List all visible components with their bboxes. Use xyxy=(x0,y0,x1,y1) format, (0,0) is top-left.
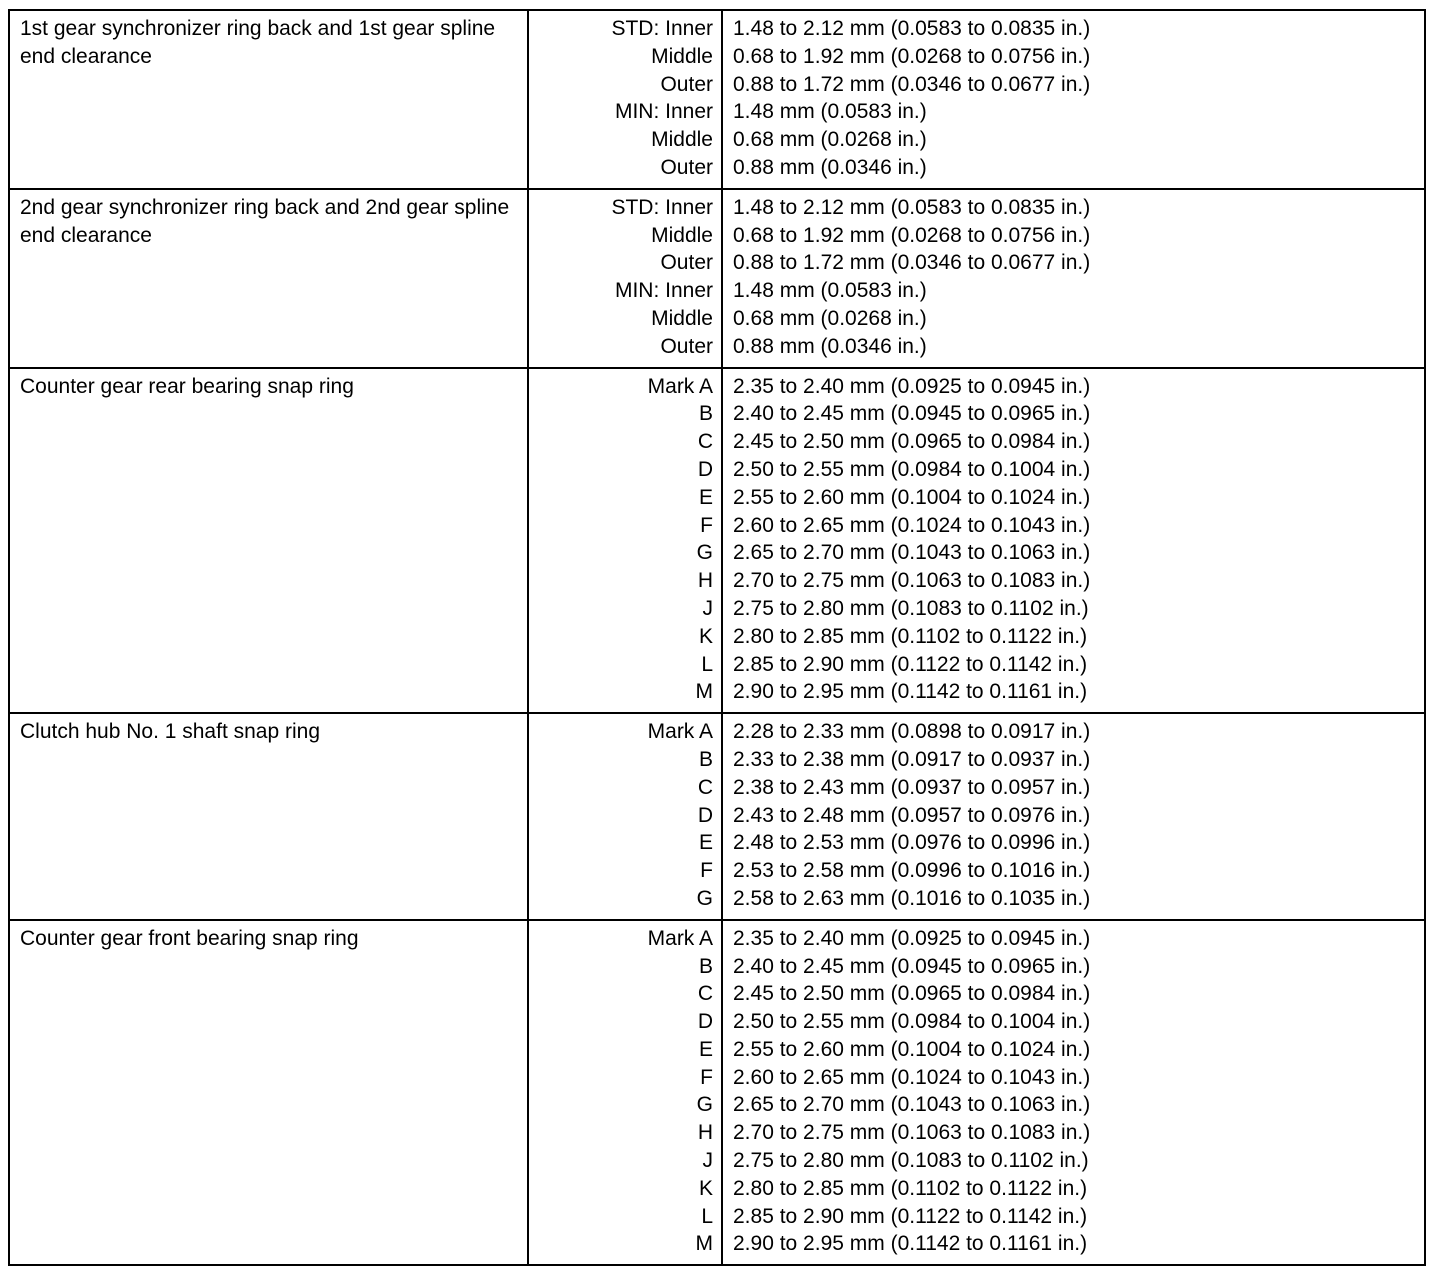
spec-value: 2.55 to 2.60 mm (0.1004 to 0.1024 in.) xyxy=(733,485,1091,509)
value-cell xyxy=(722,920,1425,1266)
spec-label: Outer xyxy=(660,155,713,179)
spec-label: J xyxy=(702,596,713,620)
spec-row xyxy=(9,713,1425,920)
spec-value: 0.68 mm (0.0268 in.) xyxy=(733,128,927,152)
label-cell xyxy=(528,368,722,714)
spec-label: STD: Inner xyxy=(611,195,713,219)
item-cell xyxy=(9,920,528,1266)
spec-label: B xyxy=(698,747,713,771)
spec-label: B xyxy=(698,402,713,426)
spec-value: 0.88 mm (0.0346 in.) xyxy=(733,334,927,358)
value-cell xyxy=(722,368,1425,714)
spec-label: E xyxy=(698,485,713,509)
spec-value: 2.45 to 2.50 mm (0.0965 to 0.0984 in.) xyxy=(733,430,1091,454)
spec-row xyxy=(9,189,1425,368)
spec-value: 2.48 to 2.53 mm (0.0976 to 0.0996 in.) xyxy=(733,831,1091,855)
spec-label: M xyxy=(695,1232,713,1256)
spec-value: 2.55 to 2.60 mm (0.1004 to 0.1024 in.) xyxy=(733,1037,1091,1061)
spec-value: 1.48 to 2.12 mm (0.0583 to 0.0835 in.) xyxy=(733,195,1091,219)
spec-label: J xyxy=(702,1149,713,1173)
spec-label: Mark A xyxy=(647,374,713,398)
spec-value: 2.60 to 2.65 mm (0.1024 to 0.1043 in.) xyxy=(733,513,1091,537)
spec-value: 2.90 to 2.95 mm (0.1142 to 0.1161 in.) xyxy=(733,1232,1088,1256)
item-cell xyxy=(9,189,528,368)
item-name: Counter gear front bearing snap ring xyxy=(20,926,359,950)
spec-value: 0.88 to 1.72 mm (0.0346 to 0.0677 in.) xyxy=(733,251,1091,275)
spec-value: 0.68 to 1.92 mm (0.0268 to 0.0756 in.) xyxy=(733,223,1091,247)
spec-value: 2.60 to 2.65 mm (0.1024 to 0.1043 in.) xyxy=(733,1065,1091,1089)
spec-label: F xyxy=(700,1065,713,1089)
spec-value: 2.50 to 2.55 mm (0.0984 to 0.1004 in.) xyxy=(733,457,1091,481)
spec-value: 0.68 mm (0.0268 in.) xyxy=(733,306,927,330)
spec-value: 2.85 to 2.90 mm (0.1122 to 0.1142 in.) xyxy=(733,652,1088,676)
spec-label: STD: Inner xyxy=(611,17,713,40)
spec-value: 2.43 to 2.48 mm (0.0957 to 0.0976 in.) xyxy=(733,803,1091,827)
spec-label: K xyxy=(698,1176,713,1200)
spec-label: MIN: Inner xyxy=(614,100,713,124)
spec-table xyxy=(8,9,1426,1266)
spec-value: 2.53 to 2.58 mm (0.0996 to 0.1016 in.) xyxy=(733,859,1091,883)
spec-value: 2.35 to 2.40 mm (0.0925 to 0.0945 in.) xyxy=(733,374,1091,398)
spec-value: 2.75 to 2.80 mm (0.1083 to 0.1102 in.) xyxy=(733,1149,1089,1173)
item-name: 2nd gear synchronizer ring back and 2nd gear spline end clearance xyxy=(20,195,510,247)
spec-label: C xyxy=(697,430,713,454)
spec-value: 2.80 to 2.85 mm (0.1102 to 0.1122 in.) xyxy=(733,1176,1088,1200)
spec-value: 2.58 to 2.63 mm (0.1016 to 0.1035 in.) xyxy=(733,886,1091,910)
spec-value: 2.65 to 2.70 mm (0.1043 to 0.1063 in.) xyxy=(733,541,1091,565)
label-cell xyxy=(528,920,722,1266)
item-cell xyxy=(9,713,528,920)
value-cell xyxy=(722,10,1425,189)
spec-value: 0.88 to 1.72 mm (0.0346 to 0.0677 in.) xyxy=(733,72,1091,96)
spec-label: Outer xyxy=(660,251,713,275)
spec-label: Outer xyxy=(660,72,713,96)
spec-label: D xyxy=(697,803,713,827)
spec-label: F xyxy=(700,859,713,883)
spec-value: 2.85 to 2.90 mm (0.1122 to 0.1142 in.) xyxy=(733,1204,1088,1228)
spec-value: 2.90 to 2.95 mm (0.1142 to 0.1161 in.) xyxy=(733,680,1088,704)
spec-label: F xyxy=(700,513,713,537)
spec-label: Middle xyxy=(651,223,713,247)
label-cell xyxy=(528,713,722,920)
spec-value: 2.33 to 2.38 mm (0.0917 to 0.0937 in.) xyxy=(733,747,1091,771)
spec-value: 0.68 to 1.92 mm (0.0268 to 0.0756 in.) xyxy=(733,44,1091,68)
spec-value: 2.35 to 2.40 mm (0.0925 to 0.0945 in.) xyxy=(733,926,1091,950)
item-name: 1st gear synchronizer ring back and 1st gear spline end clearance xyxy=(20,17,496,68)
spec-value: 1.48 to 2.12 mm (0.0583 to 0.0835 in.) xyxy=(733,17,1091,40)
spec-value: 2.50 to 2.55 mm (0.0984 to 0.1004 in.) xyxy=(733,1010,1091,1034)
spec-label: Mark A xyxy=(647,720,713,744)
item-name: Clutch hub No. 1 shaft snap ring xyxy=(20,720,321,744)
spec-label: H xyxy=(697,569,713,593)
spec-value: 0.88 mm (0.0346 in.) xyxy=(733,155,927,179)
spec-label: K xyxy=(698,624,713,648)
spec-label: M xyxy=(695,680,713,704)
spec-label: D xyxy=(697,457,713,481)
spec-label: G xyxy=(696,886,713,910)
spec-label: Mark A xyxy=(647,926,713,950)
spec-label: MIN: Inner xyxy=(614,279,713,303)
label-cell xyxy=(528,189,722,368)
spec-value: 2.75 to 2.80 mm (0.1083 to 0.1102 in.) xyxy=(733,596,1089,620)
spec-label: E xyxy=(698,831,713,855)
spec-label: Outer xyxy=(660,334,713,358)
item-cell xyxy=(9,368,528,714)
spec-row xyxy=(9,920,1425,1266)
spec-value: 2.70 to 2.75 mm (0.1063 to 0.1083 in.) xyxy=(733,1121,1091,1145)
spec-label: C xyxy=(697,982,713,1006)
spec-row xyxy=(9,368,1425,714)
spec-table-body xyxy=(9,10,1425,1265)
spec-value: 2.28 to 2.33 mm (0.0898 to 0.0917 in.) xyxy=(733,720,1091,744)
value-cell xyxy=(722,713,1425,920)
spec-label: B xyxy=(698,954,713,978)
spec-row xyxy=(9,10,1425,189)
spec-value: 2.40 to 2.45 mm (0.0945 to 0.0965 in.) xyxy=(733,402,1091,426)
spec-label: G xyxy=(696,1093,713,1117)
spec-value: 2.45 to 2.50 mm (0.0965 to 0.0984 in.) xyxy=(733,982,1091,1006)
spec-value: 2.38 to 2.43 mm (0.0937 to 0.0957 in.) xyxy=(733,775,1091,799)
item-cell xyxy=(9,10,528,189)
spec-label: L xyxy=(701,652,713,676)
spec-label: G xyxy=(696,541,713,565)
spec-label: C xyxy=(697,775,713,799)
spec-value: 1.48 mm (0.0583 in.) xyxy=(733,100,927,124)
label-cell xyxy=(528,10,722,189)
spec-label: Middle xyxy=(651,306,713,330)
spec-label: H xyxy=(697,1121,713,1145)
spec-value: 1.48 mm (0.0583 in.) xyxy=(733,279,927,303)
spec-label: D xyxy=(697,1010,713,1034)
spec-value: 2.65 to 2.70 mm (0.1043 to 0.1063 in.) xyxy=(733,1093,1091,1117)
spec-label: L xyxy=(701,1204,713,1228)
spec-label: Middle xyxy=(651,44,713,68)
value-cell xyxy=(722,189,1425,368)
spec-label: E xyxy=(698,1037,713,1061)
spec-value: 2.40 to 2.45 mm (0.0945 to 0.0965 in.) xyxy=(733,954,1091,978)
spec-value: 2.80 to 2.85 mm (0.1102 to 0.1122 in.) xyxy=(733,624,1088,648)
spec-label: Middle xyxy=(651,128,713,152)
spec-value: 2.70 to 2.75 mm (0.1063 to 0.1083 in.) xyxy=(733,569,1091,593)
item-name: Counter gear rear bearing snap ring xyxy=(20,374,354,398)
